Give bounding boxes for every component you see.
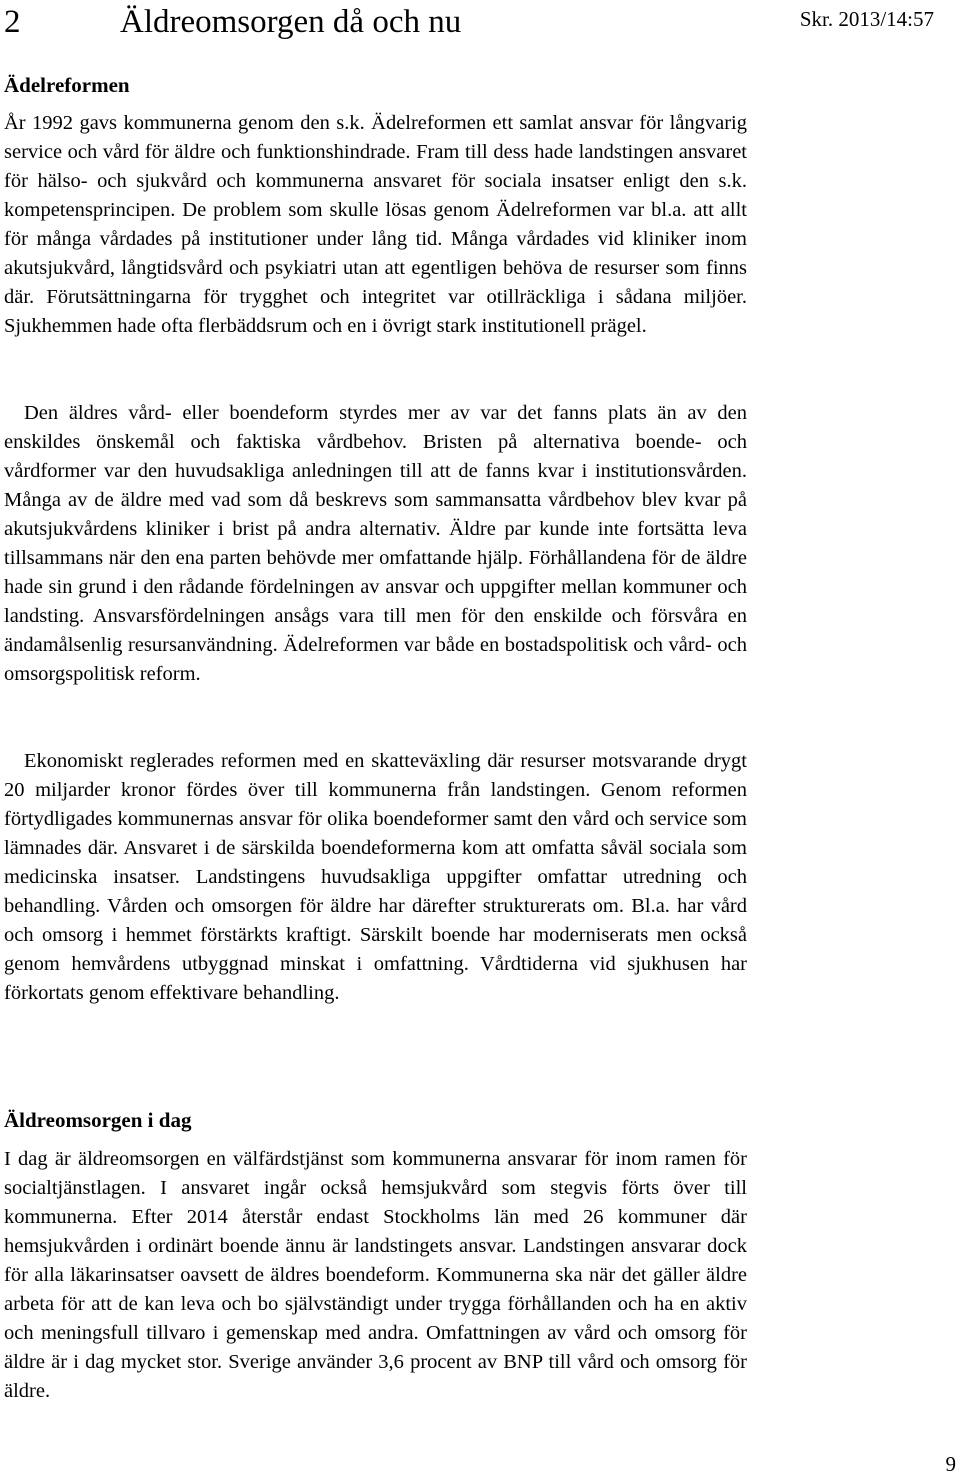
paragraph: Ekonomiskt reglerades reformen med en skatteväxling där resurser motsvarande drygt 20 miljarder kronor fördes över till kommunerna från landstingen. Genom reformen förtydligades kommunernas ansvar för olika boendeformer samt den vård och service som lämnades där. Ansvaret i de särskilda boendeformerna kom att omfatta såväl sociala som medicinska insatser. Landstingens huvudsakliga uppgifter omfattar utredning och behandling. Vården och omsorgen för äldre har därefter strukturerats om. Bl.a. har vård och omsorg i hemmet förstärkts kraftigt. Särskilt boende har moderniserats men också genom hemvårdens utbyggnad minskat i omfattning. Vårdtiderna vid sjukhusen har förkortats genom effektivare behandling. (4, 750, 747, 1004)
section-heading-adelreformen: Ädelreformen (4, 73, 130, 97)
paragraph: År 1992 gavs kommunerna genom den s.k. Ädelreformen ett samlat ansvar för långvarig service och vård för äldre och funktionshindrade. Fram till dess hade landstingen ansvaret för hälso- och sjukvård och kommunerna ansvaret för sociala insatser enligt den s.k. kompetensprincipen. De problem som skulle lösas genom Ädelreformen var bl.a. att allt för många vårdades på institutioner under lång tid. Många vårdades vid kliniker inom akutsjukvård, långtidsvård och psykiatri utan att egentligen behöva de resurser som finns där. Förutsättningarna för trygghet och integritet var otillräckliga i sådana miljöer. Sjukhemmen hade ofta flerbäddsrum och en i övrigt stark institutionell prägel. (4, 112, 747, 337)
page-number: 9 (945, 1452, 956, 1476)
section-heading-aldreomsorgen-i-dag: Äldreomsorgen i dag (4, 1108, 192, 1132)
document-reference: Skr. 2013/14:57 (799, 7, 934, 31)
paragraph: I dag är äldreomsorgen en välfärdstjänst som kommunerna ansvarar för inom ramen för socialtjänstlagen. I ansvaret ingår också hemsjukvård som stegvis förts över till kommunerna. Efter 2014 återstår endast Stockholms län med 26 kommuner där hemsjukvården i ordinärt boende ännu är landstingets ansvar. Landstingen ansvarar dock för alla läkarinsatser oavsett de äldres boendeform. Kommunerna ska när det gäller äldre arbeta för att de kan leva och bo självständigt under trygga förhållanden och ha en aktiv och meningsfull tillvaro i gemenskap med andra. Omfattningen av vård och omsorg för äldre är i dag mycket stor. Sverige använder 3,6 procent av BNP till vård och omsorg för äldre. (4, 1148, 747, 1402)
chapter-title: Äldreomsorgen då och nu (120, 4, 462, 40)
paragraph: Den äldres vård- eller boendeform styrdes mer av var det fanns plats än av den enskildes önskemål och faktiska vårdbehov. Bristen på alternativa boende- och vårdformer var den huvudsakliga anledningen till att de fanns kvar i institutionsvården. Många av de äldre med vad som då beskrevs som sammansatta vårdbehov blev kvar på akutsjukvårdens kliniker i brist på andra alternativ. Äldre par kunde inte fortsätta leva tillsammans när den ena parten behövde mer omfattande hjälp. Förhållandena för de äldre hade sin grund i den rådande fördelningen av ansvar och uppgifter mellan kommuner och landsting. Ansvarsfördelningen ansågs vara till men för den enskilde och försvåra en ändamålsenlig resursanvändning. Ädelreformen var både en bostadspolitisk och vård- och omsorgspolitisk reform. (4, 402, 747, 685)
chapter-number: 2 (4, 4, 21, 40)
